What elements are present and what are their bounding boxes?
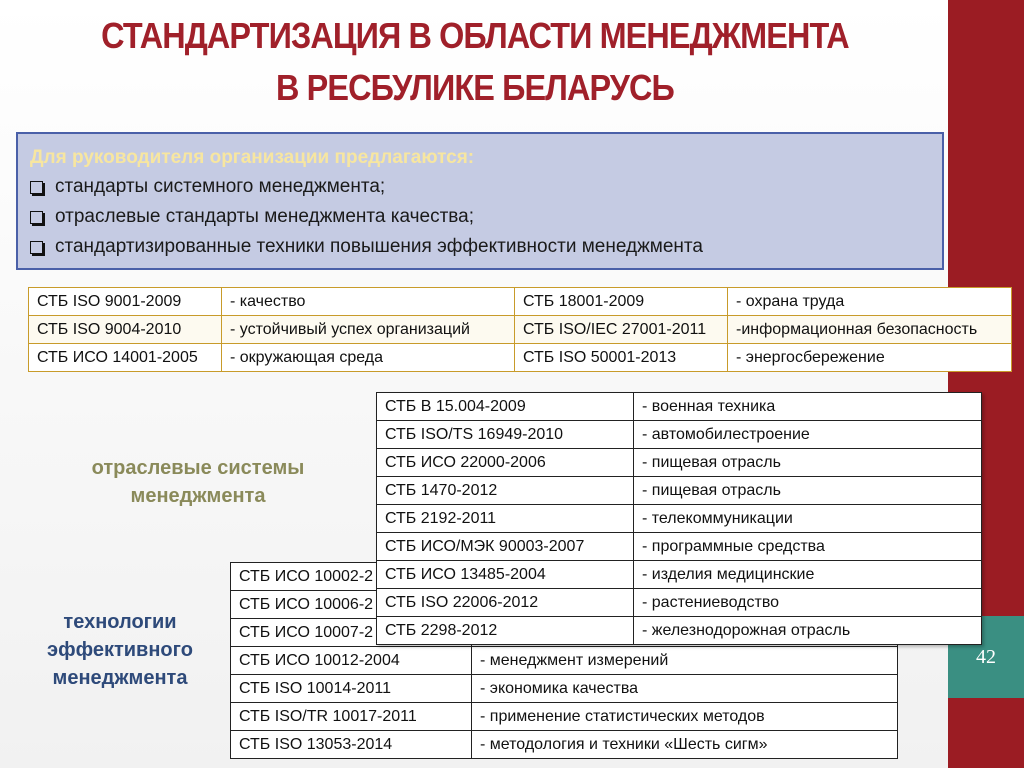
- standard-code: СТБ 2192-2011: [377, 505, 634, 533]
- standard-description: - военная техника: [634, 393, 982, 421]
- standard-code: СТБ 18001-2009: [515, 288, 728, 316]
- standard-description: - качество: [222, 288, 515, 316]
- standard-description: - растениеводство: [634, 589, 982, 617]
- table-row: [377, 393, 982, 421]
- standard-description: - пищевая отрасль: [634, 449, 982, 477]
- title-line-1: СТАНДАРТИЗАЦИЯ В ОБЛАСТИ МЕНЕДЖМЕНТА: [101, 15, 849, 56]
- standard-code: СТБ 2298-2012: [377, 617, 634, 645]
- table-row: [377, 449, 982, 477]
- standard-description: - охрана труда: [728, 288, 1012, 316]
- standard-description: - железнодорожная отрасль: [634, 617, 982, 645]
- info-item-text: отраслевые стандарты менеджмента качества;: [55, 206, 475, 227]
- table-row: [29, 316, 1012, 344]
- standard-description: - окружающая среда: [222, 344, 515, 372]
- standard-code: СТБ ISO 10014-2011: [231, 675, 472, 703]
- standard-code: СТБ ИСО 10007-2: [231, 619, 472, 647]
- info-item-text: стандарты системного менеджмента;: [55, 176, 386, 197]
- standard-code: СТБ ISO 9004-2010: [29, 316, 222, 344]
- table-row: [377, 505, 982, 533]
- info-list-item: [30, 202, 930, 232]
- efficiency-tech-label: технологии эффективного менеджмента: [47, 611, 193, 689]
- standard-description: - автомобилестроение: [634, 421, 982, 449]
- table-row: [231, 647, 898, 675]
- info-list-item: [30, 232, 930, 262]
- table-row: [377, 421, 982, 449]
- standard-code: СТБ ISO 13053-2014: [231, 731, 472, 759]
- table-row: [377, 533, 982, 561]
- standard-code: СТБ ИСО 14001-2005: [29, 344, 222, 372]
- standard-code: СТБ ISO 22006-2012: [377, 589, 634, 617]
- standard-description: - энергосбережение: [728, 344, 1012, 372]
- info-list-item: [30, 172, 930, 202]
- standard-code: СТБ ISO/IEC 27001-2011: [515, 316, 728, 344]
- table-row: [377, 617, 982, 645]
- standard-description: -информационная безопасность: [728, 316, 1012, 344]
- standard-code: СТБ ИСО 10002-2: [231, 563, 472, 591]
- standard-code: СТБ ИСО 10006-2: [231, 591, 472, 619]
- standard-code: СТБ ISO/TR 10017-2011: [231, 703, 472, 731]
- standard-description: - менеджмент измерений: [472, 647, 898, 675]
- standard-description: - телекоммуникации: [634, 505, 982, 533]
- standard-code: СТБ ИСО 13485-2004: [377, 561, 634, 589]
- standard-description: - применение статистических методов: [472, 703, 898, 731]
- industry-standards-table: [376, 392, 982, 645]
- info-list: [30, 172, 930, 262]
- slide-title: [84, 10, 867, 114]
- info-item-text: стандартизированные техники повышения эффективности менеджмента: [55, 236, 703, 257]
- page-number: 42: [948, 616, 1024, 698]
- checkbox-bullet-icon: [30, 241, 43, 254]
- checkbox-bullet-icon: [30, 211, 43, 224]
- system-standards-table: [28, 287, 1012, 372]
- standard-code: СТБ ИСО 10012-2004: [231, 647, 472, 675]
- table-row: [29, 288, 1012, 316]
- table-row: [231, 703, 898, 731]
- standard-code: СТБ ИСО 22000-2006: [377, 449, 634, 477]
- standard-code: СТБ ИСО/МЭК 90003-2007: [377, 533, 634, 561]
- standard-description: - экономика качества: [472, 675, 898, 703]
- checkbox-bullet-icon: [30, 181, 43, 194]
- standard-description: - изделия медицинские: [634, 561, 982, 589]
- standard-code: СТБ В 15.004-2009: [377, 393, 634, 421]
- standard-description: - устойчивый успех организаций: [222, 316, 515, 344]
- info-box: [16, 132, 944, 270]
- standard-code: СТБ ISO/TS 16949-2010: [377, 421, 634, 449]
- table-row: [377, 477, 982, 505]
- info-heading: Для руководителя организации предлагаются:: [30, 147, 475, 168]
- table-row: [29, 344, 1012, 372]
- standard-description: - программные средства: [634, 533, 982, 561]
- table-row: [231, 731, 898, 759]
- table-row: [231, 675, 898, 703]
- standard-description: - пищевая отрасль: [634, 477, 982, 505]
- standard-code: СТБ ISO 50001-2013: [515, 344, 728, 372]
- title-line-2: В РЕСБУЛИКЕ БЕЛАРУСЬ: [276, 67, 674, 108]
- standard-code: СТБ ISO 9001-2009: [29, 288, 222, 316]
- standard-description: - методология и техники «Шесть сигм»: [472, 731, 898, 759]
- standard-code: СТБ 1470-2012: [377, 477, 634, 505]
- table-row: [377, 589, 982, 617]
- industry-systems-label: отраслевые системы менеджмента: [91, 457, 305, 507]
- table-row: [377, 561, 982, 589]
